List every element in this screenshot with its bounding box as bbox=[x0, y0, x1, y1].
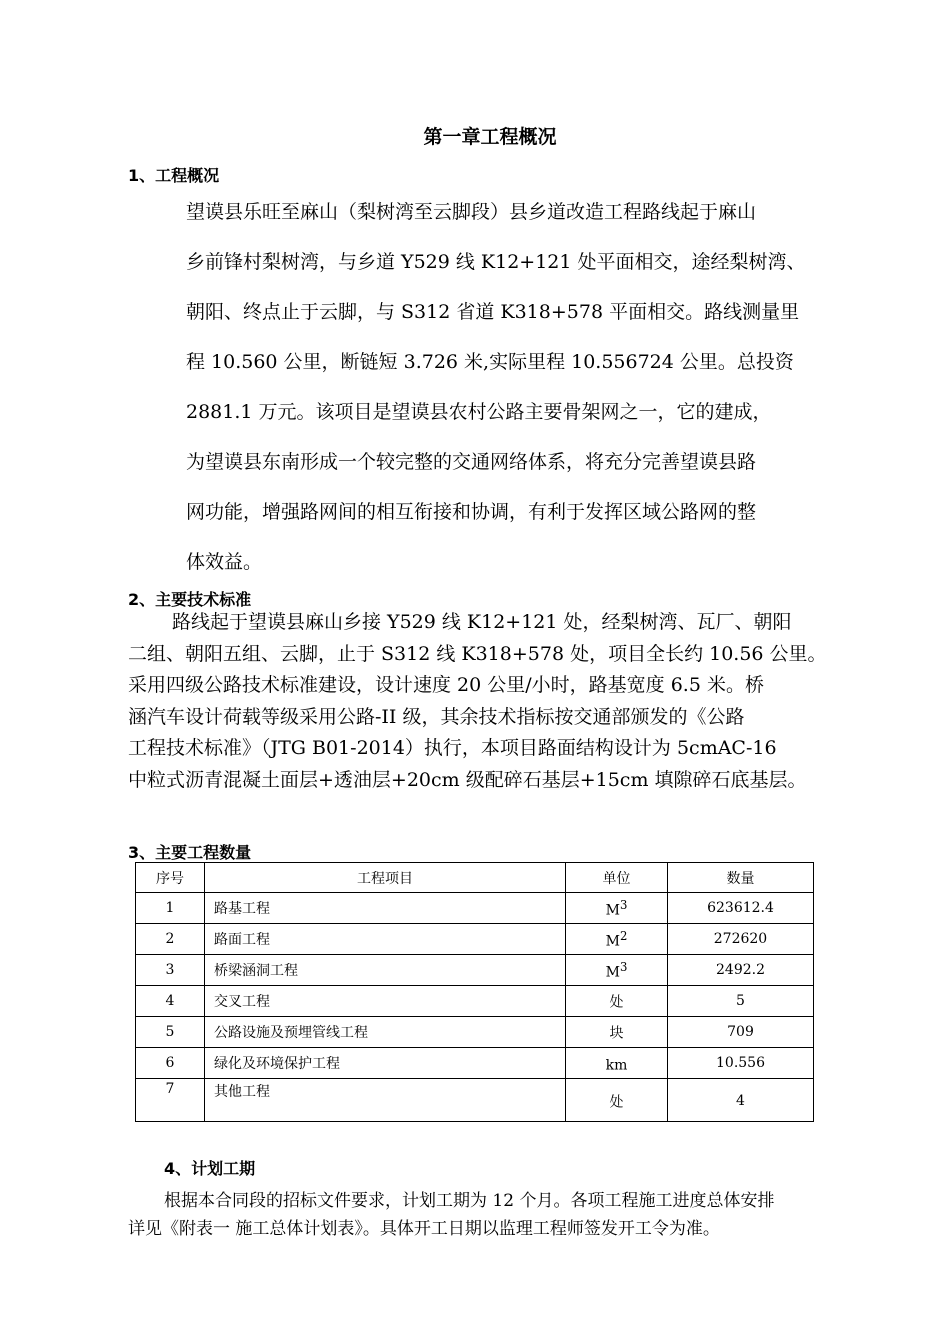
unit-superscript: 3 bbox=[619, 959, 628, 974]
row-unit bbox=[566, 955, 668, 986]
schedule-line: 详见《附表一 施工总体计划表》。具体开工日期以监理工程师签发开工令为准。 bbox=[128, 1219, 720, 1239]
section-heading-schedule: 4、计划工期 bbox=[164, 1159, 256, 1178]
row-item-name: 路面工程 bbox=[205, 924, 566, 955]
row-quantity: 2492.2 bbox=[668, 955, 814, 986]
chapter-title: 第一章工程概况 bbox=[423, 126, 557, 148]
unit-base: 处 bbox=[609, 1094, 624, 1111]
row-index: 3 bbox=[136, 955, 205, 986]
standards-line: 路线起于望谟县麻山乡接 Y529 线 K12+121 处，经梨树湾、瓦厂、朝阳 bbox=[172, 611, 792, 633]
overview-line: 朝阳、终点止于云脚，与 S312 省道 K318+578 平面相交。路线测量里 bbox=[186, 301, 800, 323]
table-row bbox=[136, 1017, 814, 1048]
overview-line: 网功能，增强路网间的相互衔接和协调，有利于发挥区域公路网的整 bbox=[186, 501, 757, 523]
overview-line: 程 10.560 公里，断链短 3.726 米,实际里程 10.556724 公里。总投资 bbox=[186, 351, 794, 373]
standards-line: 二组、朝阳五组、云脚，止于 S312 线 K318+578 处，项目全长约 10.56 公里。 bbox=[128, 642, 827, 665]
row-quantity: 4 bbox=[668, 1079, 814, 1122]
overview-line: 望谟县乐旺至麻山（梨树湾至云脚段）县乡道改造工程路线起于麻山 bbox=[186, 201, 757, 223]
table-row bbox=[136, 924, 814, 955]
row-item-name: 公路设施及预埋管线工程 bbox=[205, 1017, 566, 1048]
row-unit bbox=[566, 1048, 668, 1079]
section-heading-quantities: 3、主要工程数量 bbox=[128, 843, 252, 862]
overview-line: 体效益。 bbox=[186, 551, 263, 573]
schedule-paragraph bbox=[128, 1187, 888, 1243]
row-quantity: 5 bbox=[668, 986, 814, 1017]
row-quantity: 623612.4 bbox=[668, 893, 814, 924]
row-index: 4 bbox=[136, 986, 205, 1017]
unit-base: km bbox=[605, 1057, 628, 1074]
table-row bbox=[136, 893, 814, 924]
table-row bbox=[136, 1079, 814, 1122]
row-quantity: 10.556 bbox=[668, 1048, 814, 1079]
row-item-name: 交叉工程 bbox=[205, 986, 566, 1017]
unit-base: 块 bbox=[609, 1025, 624, 1042]
column-header: 数量 bbox=[668, 863, 814, 893]
row-quantity: 709 bbox=[668, 1017, 814, 1048]
row-item-name: 桥梁涵洞工程 bbox=[205, 955, 566, 986]
standards-line: 中粒式沥青混凝土面层+透油层+20cm 级配碎石基层+15cm 填隙碎石底基层。 bbox=[128, 768, 807, 791]
overview-line: 乡前锋村梨树湾，与乡道 Y529 线 K12+121 处平面相交，途经梨树湾、 bbox=[186, 251, 806, 273]
row-unit bbox=[566, 893, 668, 924]
section-heading-overview: 1、工程概况 bbox=[128, 166, 220, 185]
unit-superscript: 3 bbox=[619, 897, 628, 912]
overview-line: 2881.1 万元。该项目是望谟县农村公路主要骨架网之一，它的建成， bbox=[186, 401, 772, 423]
row-unit bbox=[566, 986, 668, 1017]
table-row bbox=[136, 955, 814, 986]
row-item-name: 路基工程 bbox=[205, 893, 566, 924]
row-index: 6 bbox=[136, 1048, 205, 1079]
overview-paragraph bbox=[186, 196, 866, 596]
row-item-name: 绿化及环境保护工程 bbox=[205, 1048, 566, 1079]
row-unit bbox=[566, 1079, 668, 1122]
unit-base: 处 bbox=[609, 994, 624, 1011]
unit-base: M bbox=[605, 902, 620, 919]
row-quantity: 272620 bbox=[668, 924, 814, 955]
section-heading-standards: 2、主要技术标准 bbox=[128, 590, 252, 609]
table-row bbox=[136, 986, 814, 1017]
schedule-line: 根据本合同段的招标文件要求，计划工期为 12 个月。各项工程施工进度总体安排 bbox=[164, 1191, 775, 1211]
row-unit bbox=[566, 924, 668, 955]
column-header: 单位 bbox=[566, 863, 668, 893]
column-header: 工程项目 bbox=[205, 863, 566, 893]
row-index: 7 bbox=[136, 1079, 205, 1122]
quantities-table bbox=[135, 862, 814, 1122]
row-index: 5 bbox=[136, 1017, 205, 1048]
table-header-row bbox=[136, 863, 814, 893]
row-unit bbox=[566, 1017, 668, 1048]
unit-base: M bbox=[605, 933, 620, 950]
unit-base: M bbox=[605, 964, 620, 981]
unit-superscript: 2 bbox=[619, 928, 628, 943]
standards-line: 采用四级公路技术标准建设，设计速度 20 公里/小时，路基宽度 6.5 米。桥 bbox=[128, 674, 764, 696]
column-header: 序号 bbox=[136, 863, 205, 893]
row-index: 2 bbox=[136, 924, 205, 955]
quantities-table-wrap bbox=[135, 862, 814, 1122]
overview-line: 为望谟县东南形成一个较完整的交通网络体系，将充分完善望谟县路 bbox=[186, 451, 757, 473]
standards-paragraph bbox=[128, 607, 878, 796]
table-row bbox=[136, 1048, 814, 1079]
row-index: 1 bbox=[136, 893, 205, 924]
standards-line: 涵汽车设计荷载等级采用公路-II 级，其余技术指标按交通部颁发的《公路 bbox=[128, 705, 745, 728]
row-item-name: 其他工程 bbox=[205, 1079, 566, 1122]
standards-line: 工程技术标准》（JTG B01-2014）执行，本项目路面结构设计为 5cmAC-16 bbox=[128, 737, 777, 759]
